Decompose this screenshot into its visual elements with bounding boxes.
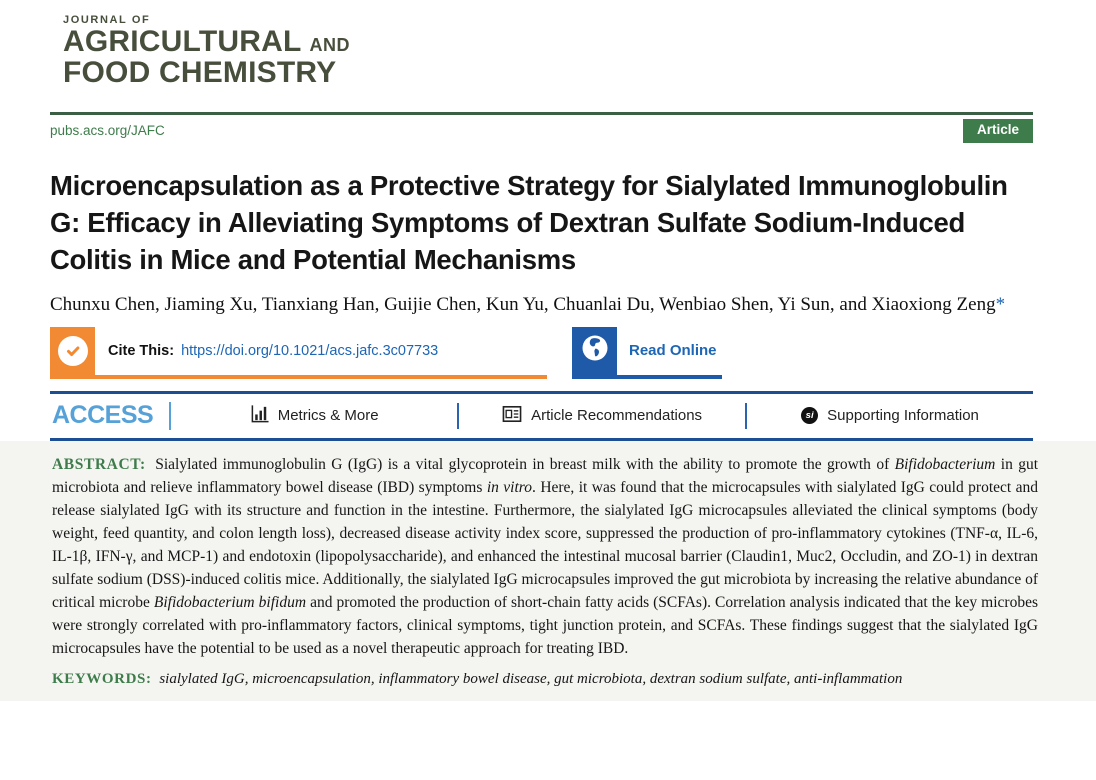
access-link[interactable]: ACCESS [52,401,154,430]
author-list [50,291,1036,318]
keywords-label: KEYWORDS: [52,670,152,687]
journal-url-link[interactable]: pubs.acs.org/JAFC [50,123,165,139]
keywords-line [52,668,1038,691]
check-circle-icon [58,336,88,366]
article-recommendations-link[interactable] [459,405,745,427]
read-online-button[interactable] [572,327,722,379]
article-title: Microencapsulation as a Protective Strategy for Sialylated Immunoglobulin G: Efficacy in Alleviating Symptoms of Dextran Sulfate Sodium-Induced Colitis in Mice and Potential Mechanisms [50,169,1008,275]
read-online-icon-box [572,327,617,375]
si-badge-icon: si [801,407,818,424]
journal-logo-and: AND [309,35,350,55]
bar-chart-icon [250,404,269,427]
cite-this-label: Cite This: [108,342,175,359]
keywords-text: sialylated IgG, microencapsulation, inflammatory bowel disease, gut microbiota, dextran sodium sulfate, anti-inflammation [159,670,903,687]
abstract-paragraph [52,453,1038,660]
author-names: Chunxu Chen, Jiaming Xu, Tianxiang Han, Guijie Chen, Kun Yu, Chuanlai Du, Wenbiao Shen, Yi Sun, and Xiaoxiong Zeng [50,293,996,315]
journal-logo-agricultural: AGRICULTURAL [63,25,301,58]
masthead-divider-rule [50,112,1033,115]
supporting-information-label: Supporting Information [827,407,979,425]
journal-masthead [0,0,1096,88]
cite-this-bar[interactable] [50,327,547,379]
article-recommendations-label: Article Recommendations [531,407,703,425]
corresponding-author-link[interactable]: * [995,293,1006,315]
abstract-section [0,441,1096,701]
access-bar [50,391,1033,441]
supporting-information-link[interactable] [747,407,1033,424]
journal-logo-kicker: JOURNAL OF [63,14,151,26]
journal-logo-line3: FOOD CHEMISTRY [63,56,337,90]
link-bar [50,119,1033,142]
metrics-and-more-link[interactable] [171,404,457,427]
metrics-and-more-label: Metrics & More [277,407,379,425]
abstract-body: Sialylated immunoglobulin G (IgG) is a vital glycoprotein in breast milk with the ability to promote the growth of Bifidobacterium in gut microbiota and relieve inflammatory bowel disease (IBD) symptoms in vitro. Here, it was found that the microcapsules with sialylated IgG could protect and release sialylated IgG with its structure and function in the intestine. Furthermore, the sialylated IgG microcapsules alleviated the clinical symptoms (body weight, feed quantity, and colon length loss), decreased disease activity index score, suppressed the production of pro-inflammatory cytokines (TNF-α, IL-6, IL-1β, IFN-γ, and MCP-1) and endotoxin (lipopolysaccharide), and enhanced the intestinal mucosal barrier (Claudin1, Muc2, Occludin, and ZO-1) in dextran sulfate sodium (DSS)-induced colitis mice. Additionally, the sialylated IgG microcapsules improved the gut microbiota by increasing the relative abundance of critical microbe Bifidobacterium bifidum and promoted the production of short-chain fatty acids (SCFAs). Correlation analysis indicated that the key microbes were strongly correlated with pro-inflammatory factors, clinical symptoms, tight junction protein, and SCFAs. These findings suggest that the sialylated IgG microcapsules have the potential to be used as a novel therapeutic approach for treating IBD. [52,455,1039,657]
newspaper-icon [502,405,522,427]
doi-link[interactable]: https://doi.org/10.1021/acs.jafc.3c07733 [181,342,439,359]
abstract-label: ABSTRACT: [52,455,146,473]
journal-logo-line2 [63,26,1096,57]
cite-icon-box [50,327,95,375]
citation-row [50,327,1036,379]
globe-icon [580,333,610,368]
read-online-label: Read Online [629,342,717,360]
article-type-badge: Article [963,119,1033,142]
